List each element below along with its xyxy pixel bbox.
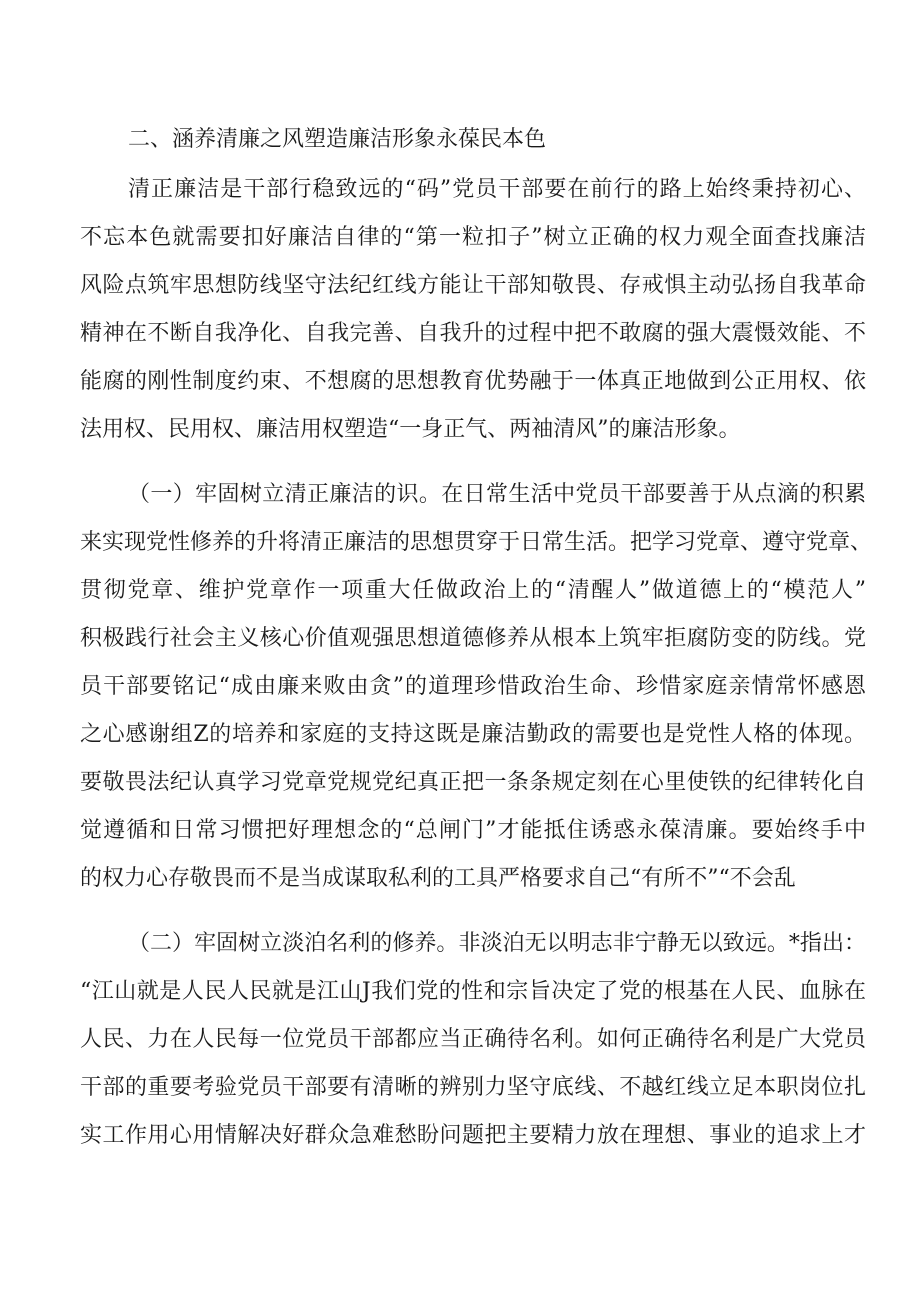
paragraph-line: 精神在不断自我净化、自我完善、自我升的过程中把不敢腐的强大震慑效能、不 — [80, 321, 866, 346]
paragraph-line: 风险点筑牢思想防线坚守法纪红线方能让干部知敬畏、存戒惧主动弘扬自我革命 — [80, 273, 866, 298]
paragraph-line: 员干部要铭记“成由廉来败由贪”的道理珍惜政治生命、珍惜家庭亲情常怀感恩 — [80, 674, 866, 699]
paragraph-line: 实工作用心用情解决好群众急难愁盼问题把主要精力放在理想、事业的追求上才 — [80, 1123, 866, 1148]
paragraph-line: “江山就是人民人民就是江山J我们党的性和宗旨决定了党的根基在人民、血脉在 — [80, 979, 866, 1004]
paragraph-line: 人民、力在人民每一位党员干部都应当正确待名利。如何正确待名利是广大党员 — [80, 1027, 866, 1052]
paragraph-line: 的权力心存敬畏而不是当成谋取私利的工具严格要求自己“有所不”“不会乱 — [80, 866, 796, 891]
paragraph-line: 觉遵循和日常习惯把好理想念的“总闸门”才能抵住诱惑永葆清廉。要始终手中 — [80, 818, 866, 843]
paragraph-line: 之心感谢组Z的培养和家庭的支持这既是廉洁勤政的需要也是党性人格的体现。 — [80, 722, 866, 747]
paragraph-first-line: （二）牢固树立淡泊名利的修养。非淡泊无以明志非宁静无以致远。*指出： — [128, 931, 866, 956]
paragraph-line: 法用权、民用权、廉洁用权塑造“一身正气、两袖清风”的廉洁形象。 — [80, 417, 741, 442]
paragraph-line: 干部的重要考验党员干部要有清晰的辨别力坚守底线、不越红线立足本职岗位扎 — [80, 1075, 866, 1100]
paragraph-line: 要敬畏法纪认真学习党章党规党纪真正把一条条规定刻在心里使铁的纪律转化自 — [80, 770, 866, 795]
paragraph-line: 不忘本色就需要扣好廉洁自律的“第一粒扣子”树立正确的权力观全面查找廉洁 — [80, 225, 866, 250]
paragraph-line: 能腐的刚性制度约束、不想腐的思想教育优势融于一体真正地做到公正用权、依 — [80, 369, 866, 394]
paragraph-line: 积极践行社会主义核心价值观强思想道德修养从根本上筑牢拒腐防变的防线。党 — [80, 626, 866, 651]
paragraph-line: 贯彻党章、维护党章作一项重大任做政治上的“清醒人”做道德上的“模范人” — [80, 578, 866, 603]
paragraph-first-line: 清正廉洁是干部行稳致远的“码”党员干部要在前行的路上始终秉持初心、 — [128, 177, 866, 202]
paragraph-line: 来实现党性修养的升将清正廉洁的思想贯穿于日常生活。把学习党章、遵守党章、 — [80, 530, 873, 555]
section-heading: 二、涵养清廉之风塑造廉洁形象永葆民本色 — [128, 127, 547, 152]
paragraph-first-line: （一）牢固树立清正廉洁的识。在日常生活中党员干部要善于从点滴的积累 — [128, 482, 866, 507]
